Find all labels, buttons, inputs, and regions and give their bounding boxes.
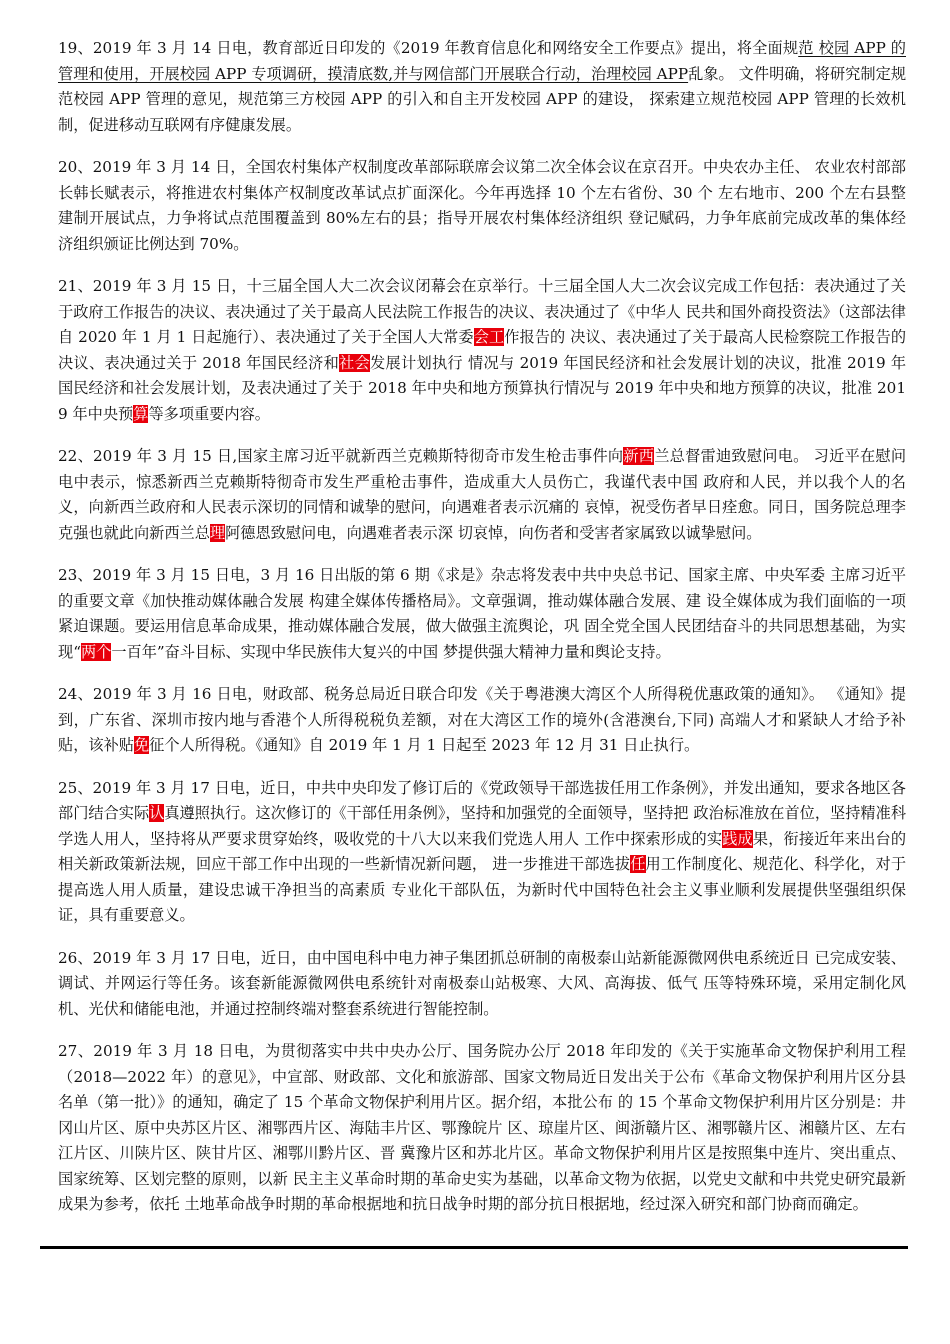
highlighted-text: 新西 [623, 447, 655, 465]
text-segment: 21、2019 年 3 月 15 日，十三届全国人大二次会议闭幕会在京举行。十三届全国人大二次会议完成工作包括：表决通过了关于政府工作报告的决议、表决通过了关于最高人民法院工作报告的决议、表决通过了《中华人 民共和国外商投资法》（这部法律自 2020 年 1 月 1 日起施行）、表决通过了关于全国人大常委 [58, 277, 906, 346]
text-segment: 27、2019 年 3 月 18 日电，为贯彻落实中共中央办公厅、国务院办公厅 2018 年印发的《关于实施革命文物保护利用工程（2018—2022 年）的意见》，中宣部、财政部、文化和旅游部、国家文物局近日发出关于公布《革命文物保护利用片区分县名单（第一批）》的通知，确定了 15 个革命文物保护利用片区。据介绍，本批公布 的 15 个革命文物保护利用片区分别是：井冈山片区、原中央苏区片区、湘鄂西片区、海陆丰片区、鄂豫皖片 区、琼崖片区、闽浙赣片区、湘鄂赣片区、湘赣片区、左右江片区、川陕片区、陕甘片区、湘鄂川黔片区、晋 冀豫片区和苏北片区。革命文物保护利用片区是按照集中连片、突出重点、国家统筹、区划完整的原则，以新 民主主义革命时期的革命史实为基础，以革命文物为依据，以党史文献和中共党史研究最新成果为参考，依托 土地革命战争时期的革命根据地和抗日战争时期的部分抗日根据地，经过深入研究和部门协商而确定。 [58, 1042, 906, 1213]
highlighted-text: 践成 [722, 829, 753, 848]
text-segment: 征个人所得税。《通知》自 2019 年 1 月 1 日起至 2023 年 12 月 31 日止执行。 [149, 736, 700, 754]
highlighted-text: 理 [209, 523, 226, 542]
highlighted-text: 算 [133, 404, 149, 423]
text-segment: 一百年”奋斗目标、实现中华民族伟大复兴的中国 梦提供强大精神力量和舆论支持。 [111, 642, 671, 661]
news-item-24 [58, 682, 906, 759]
text-segment: 26、2019 年 3 月 17 日电，近日，由中国电科中电力神子集团抓总研制的南极泰山站新能源微网供电系统近日 已完成安装、调试、并网运行等任务。该套新能源微网供电系统针对南极泰山站极寒、大风、高海拔、低气 压等特殊环境，采用定制化风机、光伏和储能电池，并通过控制终端对整套系统进行智能控制。 [58, 948, 906, 1018]
text-segment: 23、2019 年 3 月 15 日电，3 月 16 日出版的第 6 期《求是》杂志将发表中共中央总书记、国家主席、中央军委 主席习近平的重要文章《加快推动媒体融合发展 构建全媒体传播格局》。文章强调，推动媒体融合发展、建 设全媒体成为我们面临的一项紧迫课题。要运用信息革命成果，推动媒体融合发展，做大做强主流舆论，巩 固全党全国人民团结奋斗的共同思想基础，为实现“ [58, 566, 906, 661]
news-item-22 [58, 444, 906, 546]
text-segment: 乱象。 文件明确，将研究制定规范校园 APP 管理的意见，规范第三方校园 APP 的引入和自主开发校园 APP 的建设， 探索建立规范校园 APP 管理的长效机制，促进移动互联网有序健康发展。 [58, 64, 907, 134]
text-segment: 作报告的 决议、表决通过了关于最高人民检察院工作报告的决议、表决通过关于 2018 年国民经济和 [58, 328, 907, 372]
highlighted-text: 两个 [80, 642, 112, 661]
text-segment: 19、2019 年 3 月 14 日电，教育部近日印发的《2019 年教育信息化和网络安全工作要点》提出，将全面规 [58, 39, 799, 57]
text-segment: 阿德恩致慰问电，向遇难者表示深 切哀悼，向伤者和受害者家属致以诚挚慰问。 [225, 523, 762, 542]
text-segment: 果，衔接近年来出台的相关新政策新法规，回应干部工作中出现的一些新情况新问题， 进一步推进干部选拔 [58, 829, 907, 873]
highlighted-text: 免 [133, 736, 150, 754]
news-item-27 [58, 1039, 906, 1218]
text-segment: 20、2019 年 3 月 14 日，全国农村集体产权制度改革部际联席会议第二次全体会议在京召开。中央农办主任、 农业农村部部长韩长赋表示，将推进农村集体产权制度改革试点扩面深化。今年再选择 10 个左右省份、30 个 左右地市、200 个左右县整建制开展试点，力争将试点范围覆盖到 80%左右的县；指导开展农村集体经济组织 登记赋码，力争年底前完成改革的集体经济组织颁证比例达到 70%。 [58, 158, 906, 253]
text-segment: 发展计划执行 情况与 2019 年国民经济和社会发展计划的决议，批准 2019 年国民经济和社会发展计划，及表决通过了关于 2018 年中央和地方预算执行情况与 2019 年中央和地方预算的决议，批准 2019 年中央预 [58, 353, 907, 423]
text-segment: 22、2019 年 3 月 15 日,国家主席习近平就新西兰克赖斯特彻奇市发生枪击事件向 [58, 447, 624, 465]
news-item-25 [58, 776, 906, 929]
news-item-21 [58, 274, 906, 427]
news-item-20 [58, 155, 906, 257]
text-segment: 24、2019 年 3 月 16 日电，财政部、税务总局近日联合印发《关于粤港澳大湾区个人所得税优惠政策的通知》。 《通知》提到，广东省、深圳市按内地与香港个人所得税税负差额，对在大湾区工作的境外(含港澳台,下同) 高端人才和紧缺人才给予补贴，该补贴 [58, 685, 906, 754]
text-segment: 用工作制度化、规范化、科学化，对于提高选人用人质量，建设忠诚干净担当的高素质 专业化干部队伍，为新时代中国特色社会主义事业顺利发展提供坚强组织保证，具有重要意义。 [58, 855, 907, 924]
highlighted-text: 任 [630, 855, 646, 873]
text-segment: 等多项重要内容。 [148, 404, 270, 423]
text-segment: 兰总督雷迪致慰问电。 习近平在慰问电中表示，惊悉新西兰克赖斯特彻奇市发生严重枪击事件，造成重大人员伤亡，我谨代表中国 政府和人民，并以我个人的名义，向新西兰政府和人民表示深切的同情和诚挚的慰问，向遇难者表示沉痛的 哀悼，祝受伤者早日痊愈。同日，国务院总理李克强也就此向新西兰总 [58, 447, 907, 542]
bottom-divider [40, 1246, 908, 1249]
news-item-23 [58, 563, 906, 665]
highlighted-text: 会工 [473, 328, 505, 346]
news-item-19 [58, 36, 906, 138]
text-segment: 真遵照执行。这次修订的《干部任用条例》，坚持和加强党的全面领导，坚持把 政治标准放在首位，坚持精准科学选人用人，坚持将从严要求贯穿始终，吸收党的十八大以来我们党选人用人 工作中探索形成的实 [58, 804, 907, 848]
document-body [58, 36, 906, 1235]
underlined-text: 范 校园 APP 的管理和使用，开展校园 APP 专项调研，摸清底数,并与网信部门开展联合行动，治理校园 APP [58, 39, 906, 83]
news-item-26 [58, 946, 906, 1023]
highlighted-text: 认 [149, 804, 165, 822]
text-segment: 25、2019 年 3 月 17 日电，近日，中共中央印发了修订后的《党政领导干部选拔任用工作条例》，并发出通知，要求各地区各部门结合实际 [58, 778, 906, 822]
highlighted-text: 社会 [339, 353, 371, 372]
